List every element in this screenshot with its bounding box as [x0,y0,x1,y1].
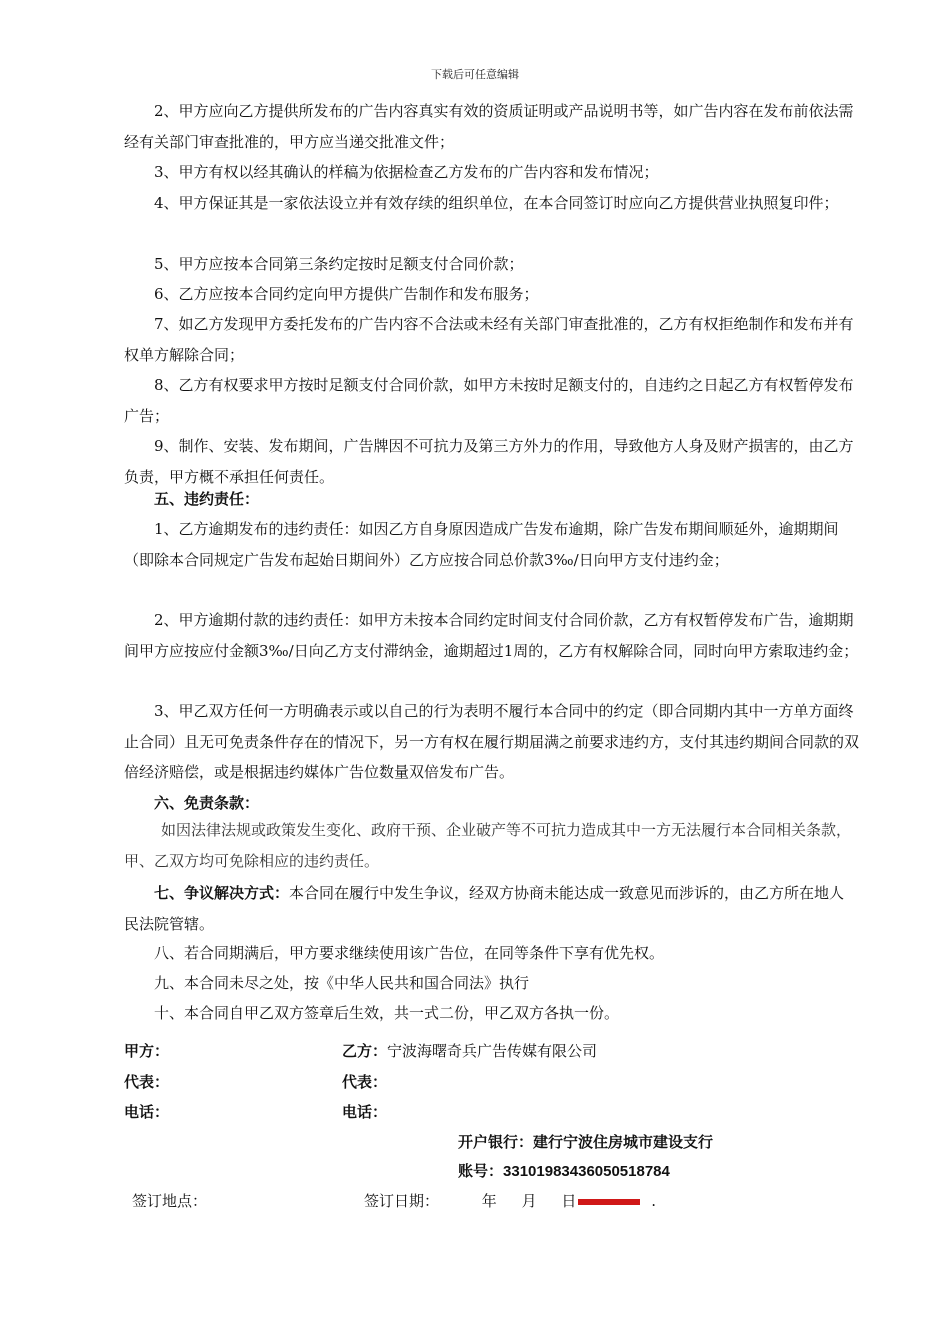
section-6-text: 如因法律法规或政策发生变化、政府干预、企业破产等不可抗力造成其中一方无法履行本合同相关条款，甲、乙双方均可免除相应的违约责任。 [124,821,852,870]
bank-line [458,1131,713,1152]
clause-4-5: 5、甲方应按本合同第三条约定按时足额支付合同价款； [154,255,524,273]
section-8: 八、若合同期满后，甲方要求继续使用该广告位，在同等条件下享有优先权。 [154,944,665,962]
section-10: 十、本合同自甲乙双方签章后生效，共一式二份，甲乙双方各执一份。 [154,1004,620,1022]
bank-label: 开户银行： [458,1133,534,1151]
party-a-label: 甲方： [124,1042,170,1060]
date-month: 月 [521,1192,537,1210]
date-end-mark: . [651,1192,656,1210]
clause-4-3: 3、甲方有权以经其确认的样稿为依据检查乙方发布的广告内容和发布情况； [154,163,659,181]
section-7-text: 本合同在履行中发生争议，经双方协商未能达成一致意见而涉诉的，由乙方所在地人民法院管辖。 [124,884,845,933]
account-label: 账号： [458,1162,504,1180]
rep-label-b: 代表： [342,1073,388,1091]
date-year: 年 [481,1192,497,1210]
account-number: 33101983436050518784 [503,1163,670,1180]
section-7-title: 七、争议解决方式： [154,884,290,902]
section-7 [124,878,859,939]
sign-date-label: 签订日期： [364,1192,440,1210]
clause-4-7: 7、如乙方发现甲方委托发布的广告内容不合法或未经有关部门审查批准的，乙方有权拒绝制作和发布并有权单方解除合同； [124,315,854,364]
section-5-title: 五、违约责任： [154,490,260,508]
sign-date [364,1190,656,1211]
bank-name: 建行宁波住房城市建设支行 [533,1133,714,1151]
clause-4-9: 9、制作、安装、发布期间，广告牌因不可抗力及第三方外力的作用，导致他方人身及财产损害的，由乙方负责，甲方概不承担任何责任。 [124,437,854,486]
phone-label-a: 电话： [124,1103,170,1121]
date-day: 日 [561,1192,577,1210]
clause-4-6: 6、乙方应按本合同约定向甲方提供广告制作和发布服务； [154,285,539,303]
clause-4-4: 4、甲方保证其是一家依法设立并有效存续的组织单位，在本合同签订时应向乙方提供营业执照复印件； [154,194,839,212]
clause-5-1: 1、乙方逾期发布的违约责任：如因乙方自身原因造成广告发布逾期，除广告发布期间顺延外，逾期期间（即除本合同规定广告发布起始日期间外）乙方应按合同总价款3‰/日向甲方支付违约金； [124,520,839,569]
clause-4-2: 2、甲方应向乙方提供所发布的广告内容真实有效的资质证明或产品说明书等，如广告内容在发布前依法需经有关部门审查批准的，甲方应当递交批准文件； [124,102,854,151]
party-b-name: 宁波海曙奇兵广告传媒有限公司 [387,1042,598,1060]
clause-5-2: 2、甲方逾期付款的违约责任：如甲方未按本合同约定时间支付合同价款，乙方有权暂停发布广告，逾期期间甲方应按应付金额3‰/日向乙方支付滞纳金，逾期超过1周的，乙方有权解除合同，同时向甲方索取违约金； [124,611,859,660]
section-6-title: 六、免责条款： [154,794,260,812]
clause-5-3: 3、甲乙双方任何一方明确表示或以自己的行为表明不履行本合同中的约定（即合同期内其中一方单方面终止合同）且无可免责条件存在的情况下，另一方有权在履行期届满之前要求违约方，支付其违约期间合同款的双倍经济赔偿，或是根据违约媒体广告位数量双倍发布广告。 [124,702,860,781]
phone-label-b: 电话： [342,1103,388,1121]
account-line [458,1160,670,1181]
page-header: 下载后可任意编辑 [431,68,519,81]
sign-place-label: 签订地点： [132,1192,208,1210]
party-b [342,1040,597,1061]
section-9: 九、本合同未尽之处，按《中华人民共和国合同法》执行 [154,974,530,992]
party-b-label: 乙方： [342,1042,388,1060]
rep-label-a: 代表： [124,1073,170,1091]
redaction-mark [578,1199,640,1205]
clause-4-8: 8、乙方有权要求甲方按时足额支付合同价款，如甲方未按时足额支付的，自违约之日起乙方有权暂停发布广告； [124,376,854,425]
